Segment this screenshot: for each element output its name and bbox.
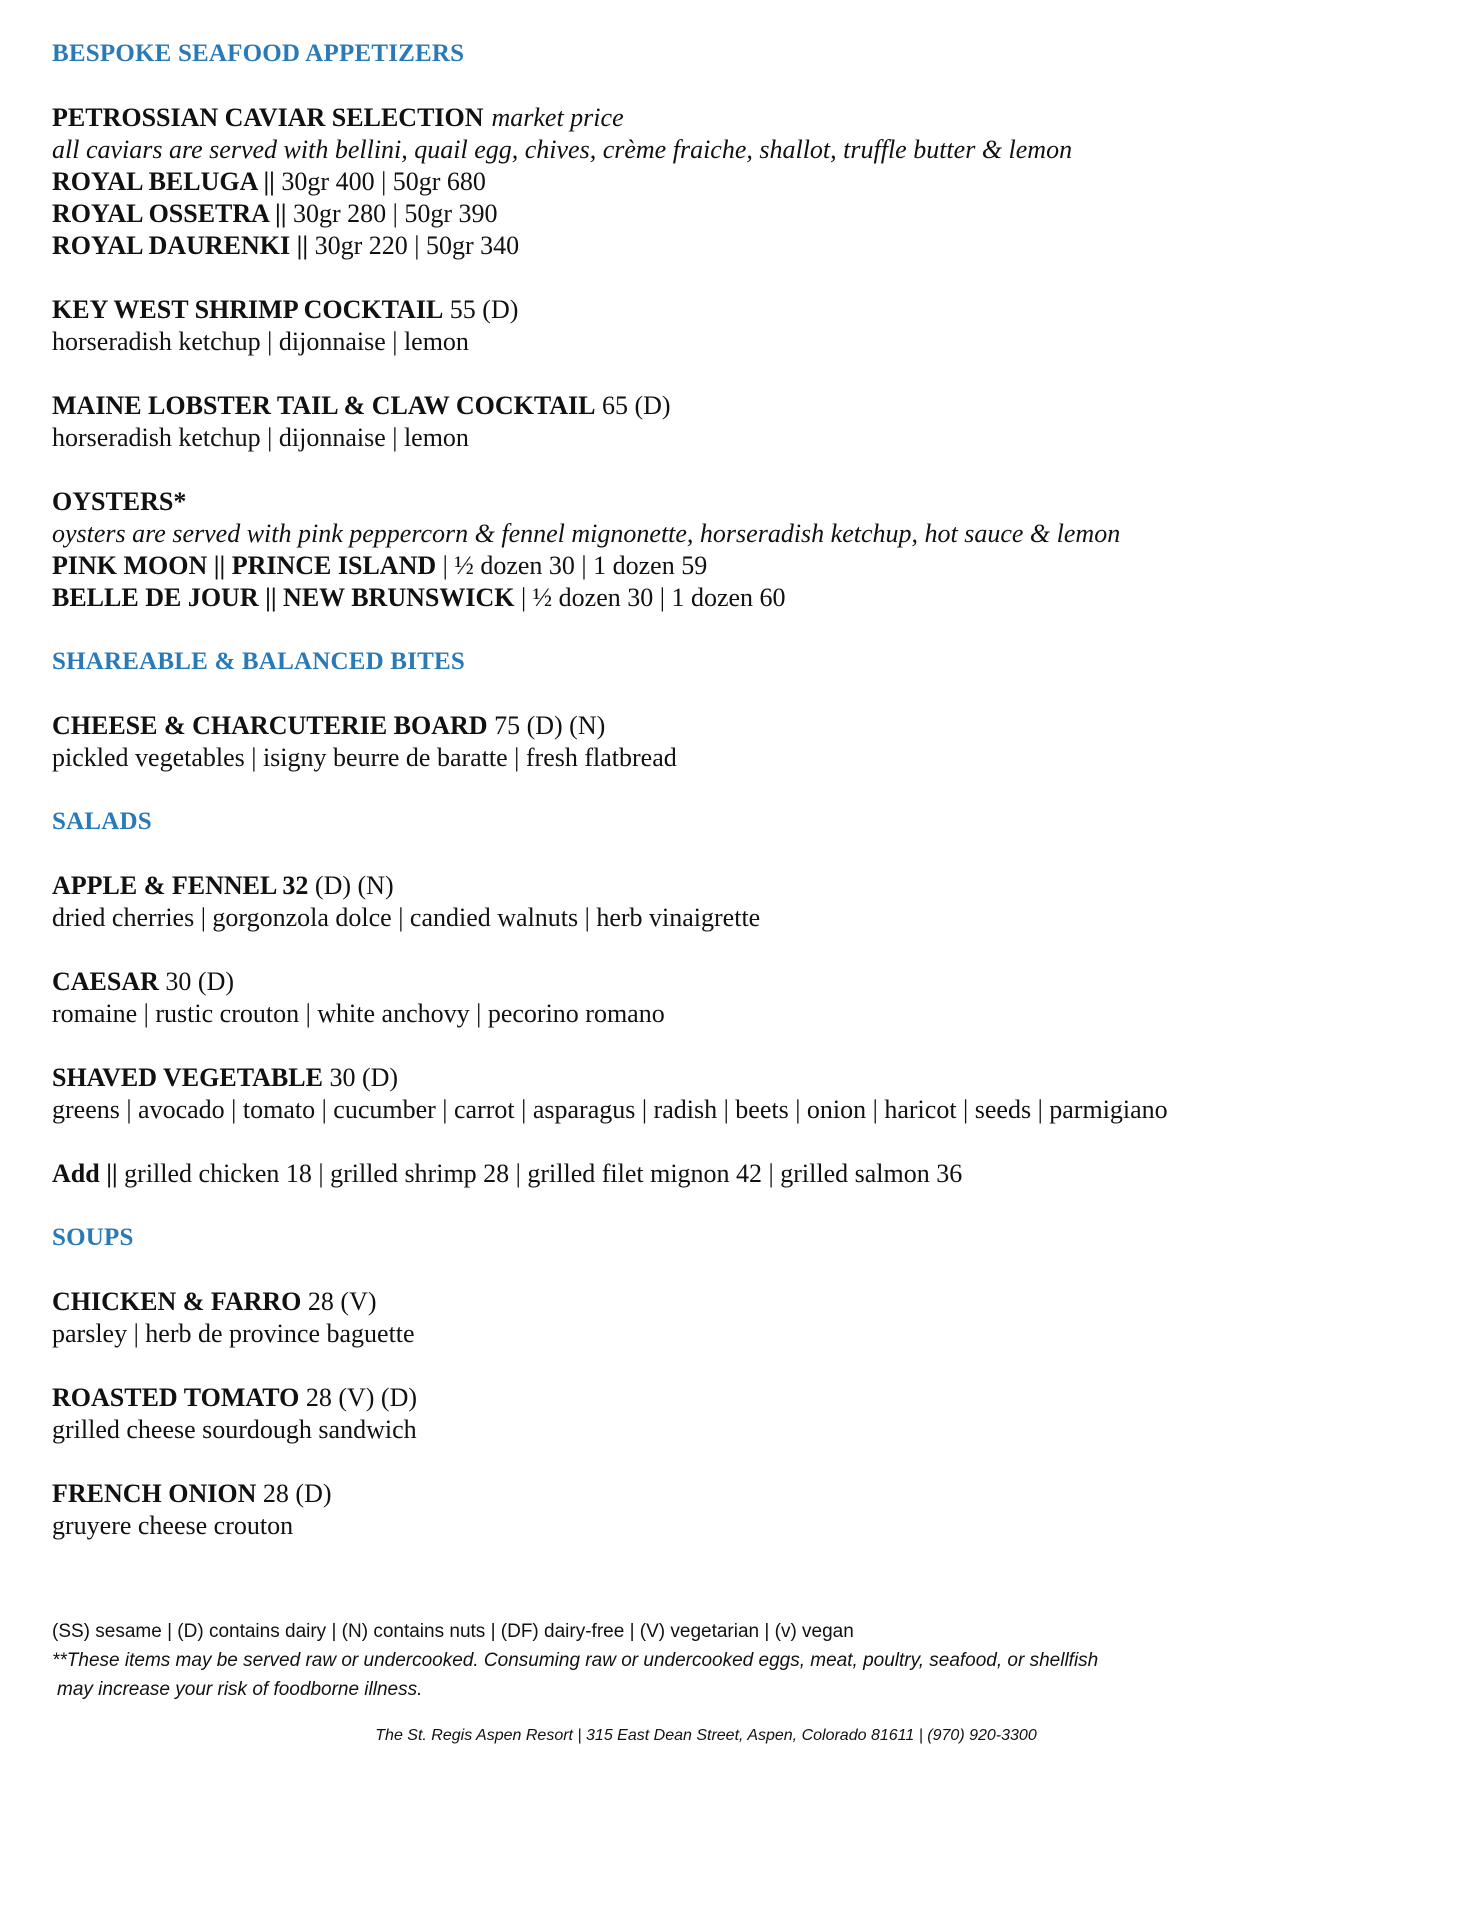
- item-description: greens | avocado | tomato | cucumber | carrot | asparagus | radish | beets | onion | haricot | seeds | parmigiano: [52, 1095, 1168, 1124]
- menu-item-french-onion: [52, 1478, 1452, 1542]
- item-description: horseradish ketchup | dijonnaise | lemon: [52, 327, 469, 356]
- item-name: APPLE & FENNEL 32: [52, 871, 309, 900]
- menu-item-roasted-tomato: [52, 1382, 1452, 1446]
- item-name: OYSTERS*: [52, 487, 187, 516]
- menu-item-oysters: [52, 486, 1452, 614]
- item-price: 28 (V): [301, 1287, 377, 1316]
- caviar-line: ROYAL BELUGA || 30gr 400 | 50gr 680: [52, 167, 486, 196]
- item-price: 30 (D): [158, 967, 235, 996]
- menu-item-shrimp: [52, 294, 1452, 358]
- raw-food-warning-continued: may increase your risk of foodborne illness.: [57, 1679, 423, 1700]
- item-price: 28 (V) (D): [299, 1383, 417, 1412]
- item-note: oysters are served with pink peppercorn & fennel mignonette, horseradish ketchup, hot sauce & lemon: [52, 519, 1121, 548]
- item-description: romaine | rustic crouton | white anchovy | pecorino romano: [52, 999, 665, 1028]
- oyster-line: PINK MOON || PRINCE ISLAND | ½ dozen 30 | 1 dozen 59: [52, 551, 708, 580]
- item-price: 65 (D): [595, 391, 671, 420]
- item-description: grilled cheese sourdough sandwich: [52, 1415, 417, 1444]
- section-title-soups: SOUPS: [52, 1224, 134, 1251]
- section-title-seafood: BESPOKE SEAFOOD APPETIZERS: [52, 40, 465, 67]
- menu-footer: [52, 1617, 1432, 1704]
- menu-item-cheese-board: [52, 710, 1452, 774]
- menu-item-caesar: [52, 966, 1452, 1030]
- section-title-shareable: SHAREABLE & BALANCED BITES: [52, 648, 465, 675]
- item-name: SHAVED VEGETABLE: [52, 1063, 323, 1092]
- dietary-legend: (SS) sesame | (D) contains dairy | (N) contains nuts | (DF) dairy-free | (V) vegetarian | (v) vegan: [52, 1621, 854, 1642]
- item-description: parsley | herb de province baguette: [52, 1319, 415, 1348]
- item-price: 28 (D): [256, 1479, 332, 1508]
- item-note: all caviars are served with bellini, quail egg, chives, crème fraiche, shallot, truffle butter & lemon: [52, 135, 1073, 164]
- item-description: horseradish ketchup | dijonnaise | lemon: [52, 423, 469, 452]
- raw-food-warning: **These items may be served raw or undercooked. Consuming raw or undercooked eggs, meat, poultry, seafood, or shellfish: [52, 1650, 1099, 1671]
- item-price: market price: [491, 103, 624, 132]
- menu-item-caviar: [52, 102, 1452, 262]
- item-name: CAESAR: [52, 967, 159, 996]
- oyster-line: BELLE DE JOUR || NEW BRUNSWICK | ½ dozen 30 | 1 dozen 60: [52, 583, 786, 612]
- salad-add-ons: [52, 1158, 1452, 1190]
- item-name: KEY WEST SHRIMP COCKTAIL: [52, 295, 444, 324]
- item-name: FRENCH ONION: [52, 1479, 257, 1508]
- item-price: 75 (D) (N): [487, 711, 606, 740]
- item-name: PETROSSIAN CAVIAR SELECTION: [52, 103, 484, 132]
- caviar-line: ROYAL OSSETRA || 30gr 280 | 50gr 390: [52, 199, 498, 228]
- menu-item-apple-fennel: [52, 870, 1452, 934]
- item-price: (D) (N): [308, 871, 394, 900]
- add-options: grilled chicken 18 | grilled shrimp 28 | grilled filet mignon 42 | grilled salmon 36: [117, 1159, 963, 1188]
- item-name: CHEESE & CHARCUTERIE BOARD: [52, 711, 488, 740]
- add-label: Add ||: [52, 1159, 118, 1188]
- caviar-line: ROYAL DAURENKI || 30gr 220 | 50gr 340: [52, 231, 520, 260]
- item-description: pickled vegetables | isigny beurre de baratte | fresh flatbread: [52, 743, 677, 772]
- menu-page: [52, 38, 1452, 1574]
- section-title-salads: SALADS: [52, 808, 152, 835]
- item-price: 55 (D): [443, 295, 519, 324]
- item-description: dried cherries | gorgonzola dolce | candied walnuts | herb vinaigrette: [52, 903, 761, 932]
- menu-item-shaved-vegetable: [52, 1062, 1452, 1126]
- item-name: ROASTED TOMATO: [52, 1383, 300, 1412]
- item-description: gruyere cheese crouton: [52, 1511, 294, 1540]
- item-name: CHICKEN & FARRO: [52, 1287, 302, 1316]
- item-name: MAINE LOBSTER TAIL & CLAW COCKTAIL: [52, 391, 596, 420]
- item-price: 30 (D): [322, 1063, 399, 1092]
- menu-item-chicken-farro: [52, 1286, 1452, 1350]
- menu-item-lobster: [52, 390, 1452, 454]
- resort-address: The St. Regis Aspen Resort | 315 East Dean Street, Aspen, Colorado 81611 | (970) 920-3300: [375, 1727, 1037, 1744]
